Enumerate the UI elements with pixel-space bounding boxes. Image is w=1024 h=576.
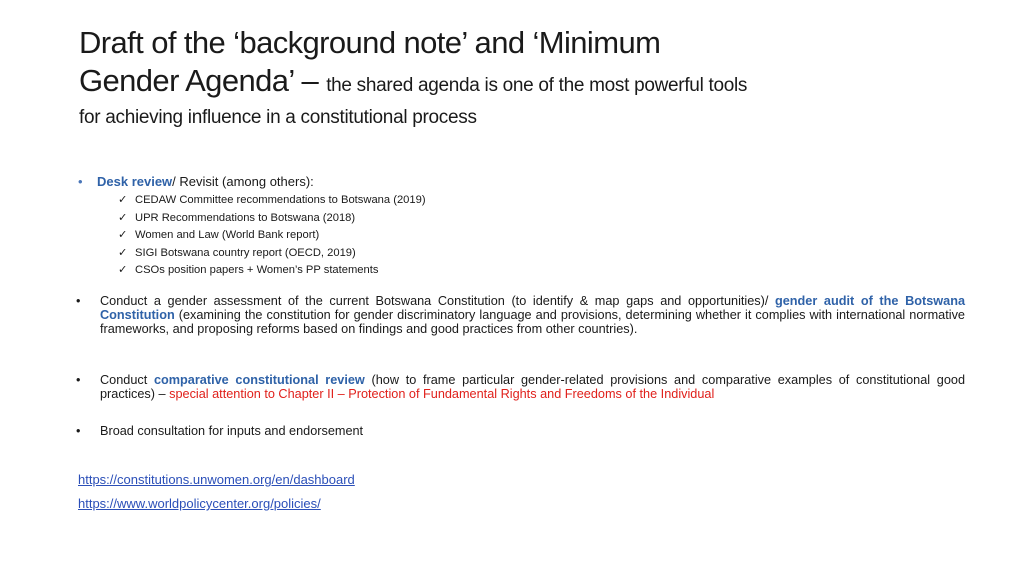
gender-audit-highlight: gender audit of the Botswana Constitution (100, 294, 965, 322)
desk-review-label: Desk review (97, 174, 173, 189)
title-subtitle: the shared agenda is one of the most powerful tools (326, 75, 748, 96)
title-line-1: Draft of the ‘background note’ and ‘Minimum (79, 25, 661, 60)
checkmark-icon: ✓ (118, 194, 128, 206)
desk-review-bullet (78, 174, 314, 189)
chapter-ii-note: special attention to Chapter II – Protection of Fundamental Rights and Freedoms of the Individual (169, 386, 715, 401)
worldpolicy-link[interactable]: https://www.worldpolicycenter.org/policies/ (78, 496, 321, 511)
consultation-text: Broad consultation for inputs and endorsement (100, 424, 364, 438)
unwomen-dashboard-link[interactable]: https://constitutions.unwomen.org/en/dashboard (78, 472, 355, 487)
assessment-text: Conduct a gender assessment of the current Botswana Constitution (to identify & map gaps and opportunities)/ gender audit of the Botswana Constitution (examining the constitution for gender discriminatory language and provisions, determining whether it complies with international normative frameworks, and proposing reforms based on findings and good practices from other countries). (100, 294, 965, 336)
list-item: ✓ SIGI Botswana country report (OECD, 2019) (118, 245, 426, 263)
checkmark-icon: ✓ (118, 229, 128, 241)
desk-review-list (118, 192, 426, 280)
title-main-2: Gender Agenda’ – (79, 63, 327, 98)
assessment-bullet (76, 295, 965, 336)
bullet-icon: • (76, 373, 81, 387)
checkmark-icon: ✓ (118, 246, 128, 259)
comparative-review-bullet (76, 374, 965, 402)
desk-review-text: / Revisit (among others): (172, 174, 314, 189)
bullet-icon: • (76, 424, 81, 438)
comparative-review-highlight: comparative constitutional review (153, 373, 365, 387)
list-item: ✓ CEDAW Committee recommendations to Botswana (2019) (118, 192, 426, 210)
comparative-review-text: Conduct comparative constitutional review (how to frame particular gender-related provisions and comparative examples of constitutional good practices) – special attention to Chapter II – Protection of Fundamental Rights and Freedoms of the Individual (100, 373, 966, 401)
slide-title (79, 24, 979, 131)
title-line-3: for achieving influence in a constitutional process (79, 107, 477, 128)
title-line-2 (79, 62, 979, 105)
consultation-bullet (76, 425, 965, 439)
bullet-icon: • (78, 174, 83, 189)
list-item: ✓ CSOs position papers + Women’s PP statements (118, 262, 426, 280)
list-item: ✓ UPR Recommendations to Botswana (2018) (118, 210, 426, 228)
checkmark-icon: ✓ (118, 264, 128, 276)
checkmark-icon: ✓ (118, 211, 128, 224)
bullet-icon: • (76, 294, 81, 308)
list-item: ✓ Women and Law (World Bank report) (118, 227, 426, 245)
